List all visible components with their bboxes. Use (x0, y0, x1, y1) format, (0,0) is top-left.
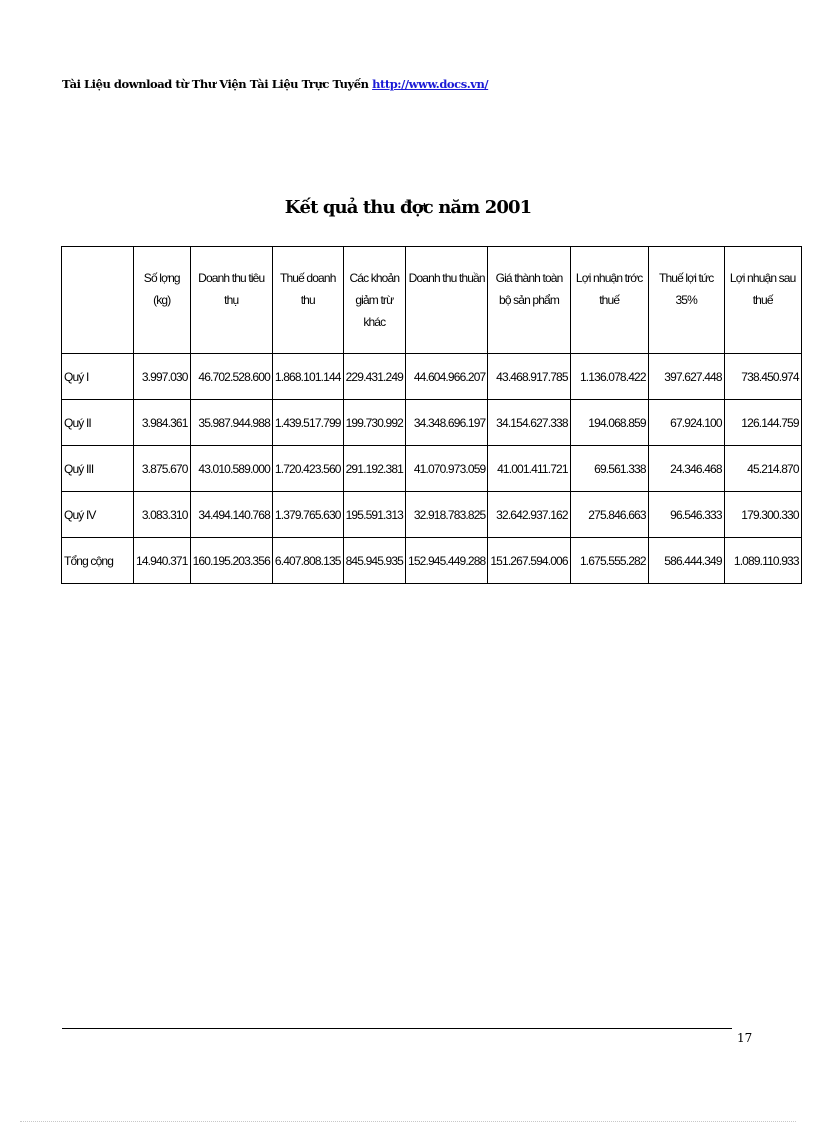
row-label: Quý II (62, 400, 134, 446)
table-cell: 1.720.423.560 (272, 446, 343, 492)
table-cell: 199.730.992 (343, 400, 405, 446)
table-cell: 1.868.101.144 (272, 354, 343, 400)
col-header-label (62, 247, 134, 354)
table-cell: 35.987.944.988 (190, 400, 272, 446)
table-cell: 845.945.935 (343, 538, 405, 584)
table-cell: 160.195.203.356 (190, 538, 272, 584)
col-header-profit-tax: Thuế lợi tức 35% (648, 247, 724, 354)
table-title: Kết quả thu đợc năm 2001 (284, 197, 532, 218)
table-cell: 275.846.663 (570, 492, 648, 538)
table-cell: 32.642.937.162 (488, 492, 570, 538)
table-cell: 179.300.330 (724, 492, 801, 538)
col-header-sales-tax: Thuế doanh thu (272, 247, 343, 354)
table-cell: 586.444.349 (648, 538, 724, 584)
table-cell: 96.546.333 (648, 492, 724, 538)
col-header-sales-revenue: Doanh thu tiêu thụ (190, 247, 272, 354)
table-cell: 1.089.110.933 (724, 538, 801, 584)
row-label: Quý I (62, 354, 134, 400)
row-label: Quý IV (62, 492, 134, 538)
table-cell: 3.984.361 (134, 400, 191, 446)
table-cell: 67.924.100 (648, 400, 724, 446)
table-cell: 126.144.759 (724, 400, 801, 446)
table-cell: 738.450.974 (724, 354, 801, 400)
results-table (61, 246, 802, 584)
table-cell: 1.439.517.799 (272, 400, 343, 446)
row-label: Quý III (62, 446, 134, 492)
col-header-deductions: Các khoản giảm trừ khác (343, 247, 405, 354)
table-cell: 43.010.589.000 (190, 446, 272, 492)
table-cell: 1.136.078.422 (570, 354, 648, 400)
table-cell: 14.940.371 (134, 538, 191, 584)
table-cell: 151.267.594.006 (488, 538, 570, 584)
table-cell: 3.083.310 (134, 492, 191, 538)
table-cell: 1.675.555.282 (570, 538, 648, 584)
table-row (62, 354, 802, 400)
table-cell: 34.494.140.768 (190, 492, 272, 538)
table-cell: 291.192.381 (343, 446, 405, 492)
page-number: 17 (737, 1031, 753, 1045)
table-cell: 45.214.870 (724, 446, 801, 492)
col-header-quantity: Số lợng (kg) (134, 247, 191, 354)
footer-divider (62, 1028, 732, 1029)
table-cell: 194.068.859 (570, 400, 648, 446)
table-row (62, 446, 802, 492)
table-row (62, 492, 802, 538)
table-total-row (62, 538, 802, 584)
header-text: Tài Liệu download từ Thư Viện Tài Liệu Trực Tuyến (62, 77, 373, 91)
table-cell: 1.379.765.630 (272, 492, 343, 538)
table-cell: 44.604.966.207 (406, 354, 488, 400)
table-cell: 3.997.030 (134, 354, 191, 400)
table-cell: 3.875.670 (134, 446, 191, 492)
table-cell: 41.001.411.721 (488, 446, 570, 492)
table-cell: 43.468.917.785 (488, 354, 570, 400)
table-cell: 34.348.696.197 (406, 400, 488, 446)
col-header-pretax-profit: Lợi nhuận trớc thuế (570, 247, 648, 354)
table-cell: 41.070.973.059 (406, 446, 488, 492)
table-header-row (62, 247, 802, 354)
header-link[interactable]: http://www.docs.vn/ (372, 77, 489, 91)
table-cell: 69.561.338 (570, 446, 648, 492)
row-label: Tổng cộng (62, 538, 134, 584)
table-cell: 229.431.249 (343, 354, 405, 400)
col-header-net-revenue: Doanh thu thuần (406, 247, 488, 354)
table-cell: 32.918.783.825 (406, 492, 488, 538)
page-header (62, 77, 488, 91)
table-cell: 34.154.627.338 (488, 400, 570, 446)
table-cell: 195.591.313 (343, 492, 405, 538)
table-cell: 6.407.808.135 (272, 538, 343, 584)
col-header-total-cost: Giá thành toàn bộ sản phẩm (488, 247, 570, 354)
col-header-aftertax-profit: Lợi nhuận sau thuế (724, 247, 801, 354)
page-bottom-edge (20, 1121, 796, 1122)
table-cell: 46.702.528.600 (190, 354, 272, 400)
table-cell: 152.945.449.288 (406, 538, 488, 584)
table-cell: 24.346.468 (648, 446, 724, 492)
table-cell: 397.627.448 (648, 354, 724, 400)
table-row (62, 400, 802, 446)
